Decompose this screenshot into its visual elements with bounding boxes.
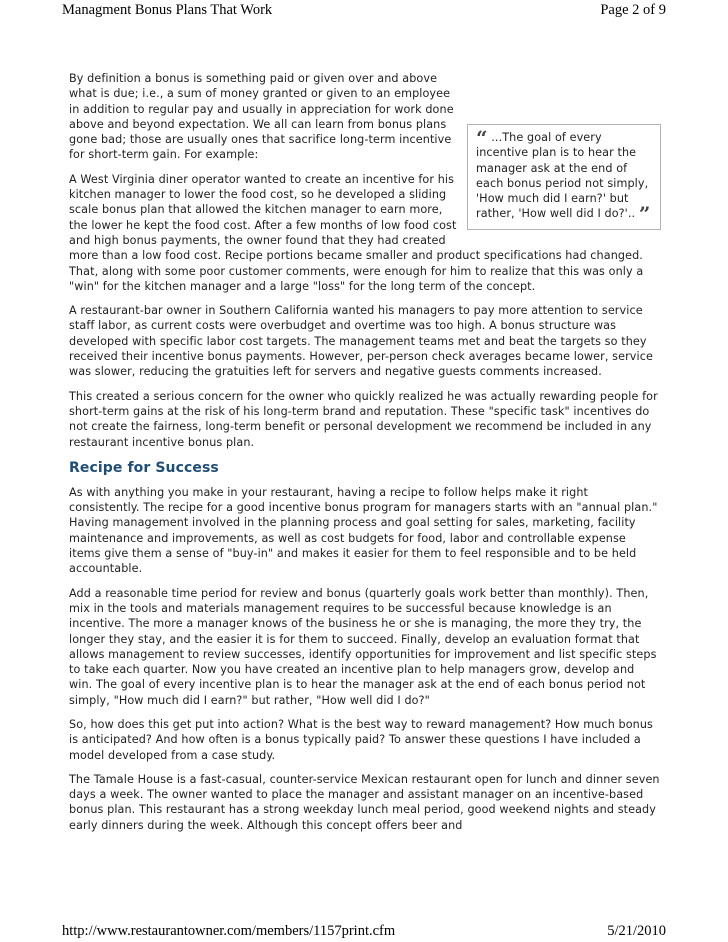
source-url: http://www.restaurantowner.com/members/1157print.cfm bbox=[62, 923, 396, 939]
document-title: Managment Bonus Plans That Work bbox=[62, 2, 273, 18]
review-paragraph: Add a reasonable time period for review and bonus (quarterly goals work better than monthly). Then, mix in the tools and materials management requires to be successful because knowledge is an incentive. The more a manager knows of the business he or she is managing, the more they try, the longer they stay, and the easier it is for them to succeed. Finally, develop an evaluation format that allows management to review successes, identify opportunities for improvement and list specific steps to take each quarter. Now you have created an incentive plan to help managers grow, develop and win. The goal of every incentive plan is to hear the manager ask at the end of each bonus period not simply, "How much did I earn?" but rather, "How well did I do?" bbox=[69, 586, 657, 707]
page-footer bbox=[62, 923, 666, 941]
page-header bbox=[62, 2, 666, 20]
section-heading: Recipe for Success bbox=[69, 459, 219, 476]
close-quote-icon: ” bbox=[638, 202, 651, 227]
tamale-house-paragraph: The Tamale House is a fast-casual, counter-service Mexican restaurant open for lunch and dinner seven days a week. The owner wanted to place the manager and assistant manager on an incentive-based bonus plan. This restaurant has a strong weekday lunch meal period, good weekend nights and steady early dinners during the week. Although this concept offers beer and bbox=[69, 772, 660, 832]
concern-paragraph: This created a serious concern for the owner who quickly realized he was actually rewarding people for short-term gains at the risk of his long-term brand and reputation. These "specific task" incentives do not create the fairness, long-term benefit or personal development we recommend be included in any restaurant incentive bonus plan. bbox=[69, 389, 658, 449]
restaurant-bar-example-paragraph: A restaurant-bar owner in Southern California wanted his managers to pay more attention to service staff labor, as current costs were overbudget and overtime was too high. A bonus structure was developed with specific labor cost targets. The management teams met and beat the targets so they received their incentive bonus payments. However, per-person check averages became lower, service was slower, reducing the gratuities left for servers and negative guests comments increased. bbox=[69, 304, 653, 379]
article-body bbox=[69, 71, 661, 842]
open-quote-icon: “ bbox=[476, 126, 488, 150]
pull-quote-box bbox=[467, 124, 661, 230]
pull-quote-text: ...The goal of every incentive plan is to hear the manager ask at the end of each bonus period not simply, 'How much did I earn?' but rather, 'How well did I do?'.. bbox=[476, 131, 649, 221]
recipe-paragraph: As with anything you make in your restaurant, having a recipe to follow helps make it right consistently. The recipe for a good incentive bonus program for managers starts with an "annual plan." Having management involved in the planning process and goal setting for sales, marketing, facility maintenance and improvements, as well as cost budgets for food, labor and controllable expense items give them a sense of "buy-in" and makes it easier for them to feel responsible and to be held accountable. bbox=[69, 485, 658, 576]
page-number: Page 2 of 9 bbox=[600, 2, 666, 18]
print-date: 5/21/2010 bbox=[607, 923, 666, 939]
diner-example-paragraph: A West Virginia diner operator wanted to create an incentive for his kitchen manager to lower the food cost, so he developed a sliding scale bonus plan that allowed the kitchen manager to earn more, the lower he kept the food cost. After a few months of low food cost and high bonus payments, the owner found that they had created more than a low food cost. Recipe portions became smaller and product specifications had changed. That, along with some poor customer comments, were enough for him to realize that this was only a "win" for the kitchen manager and a large "loss" for the long term of the concept. bbox=[69, 172, 644, 293]
intro-paragraph: By definition a bonus is something paid or given over and above what is due; i.e., a sum of money granted or given to an employee in addition to regular pay and usually in appreciation for work done above and beyond expectation. We all can learn from bonus plans gone bad; those are usually ones that sacrifice long-term incentive for short-term gain. For example: bbox=[69, 72, 454, 162]
questions-paragraph: So, how does this get put into action? What is the best way to reward management? How much bonus is anticipated? And how often is a bonus typically paid? To answer these questions I have included a model developed from a case study. bbox=[69, 717, 653, 762]
